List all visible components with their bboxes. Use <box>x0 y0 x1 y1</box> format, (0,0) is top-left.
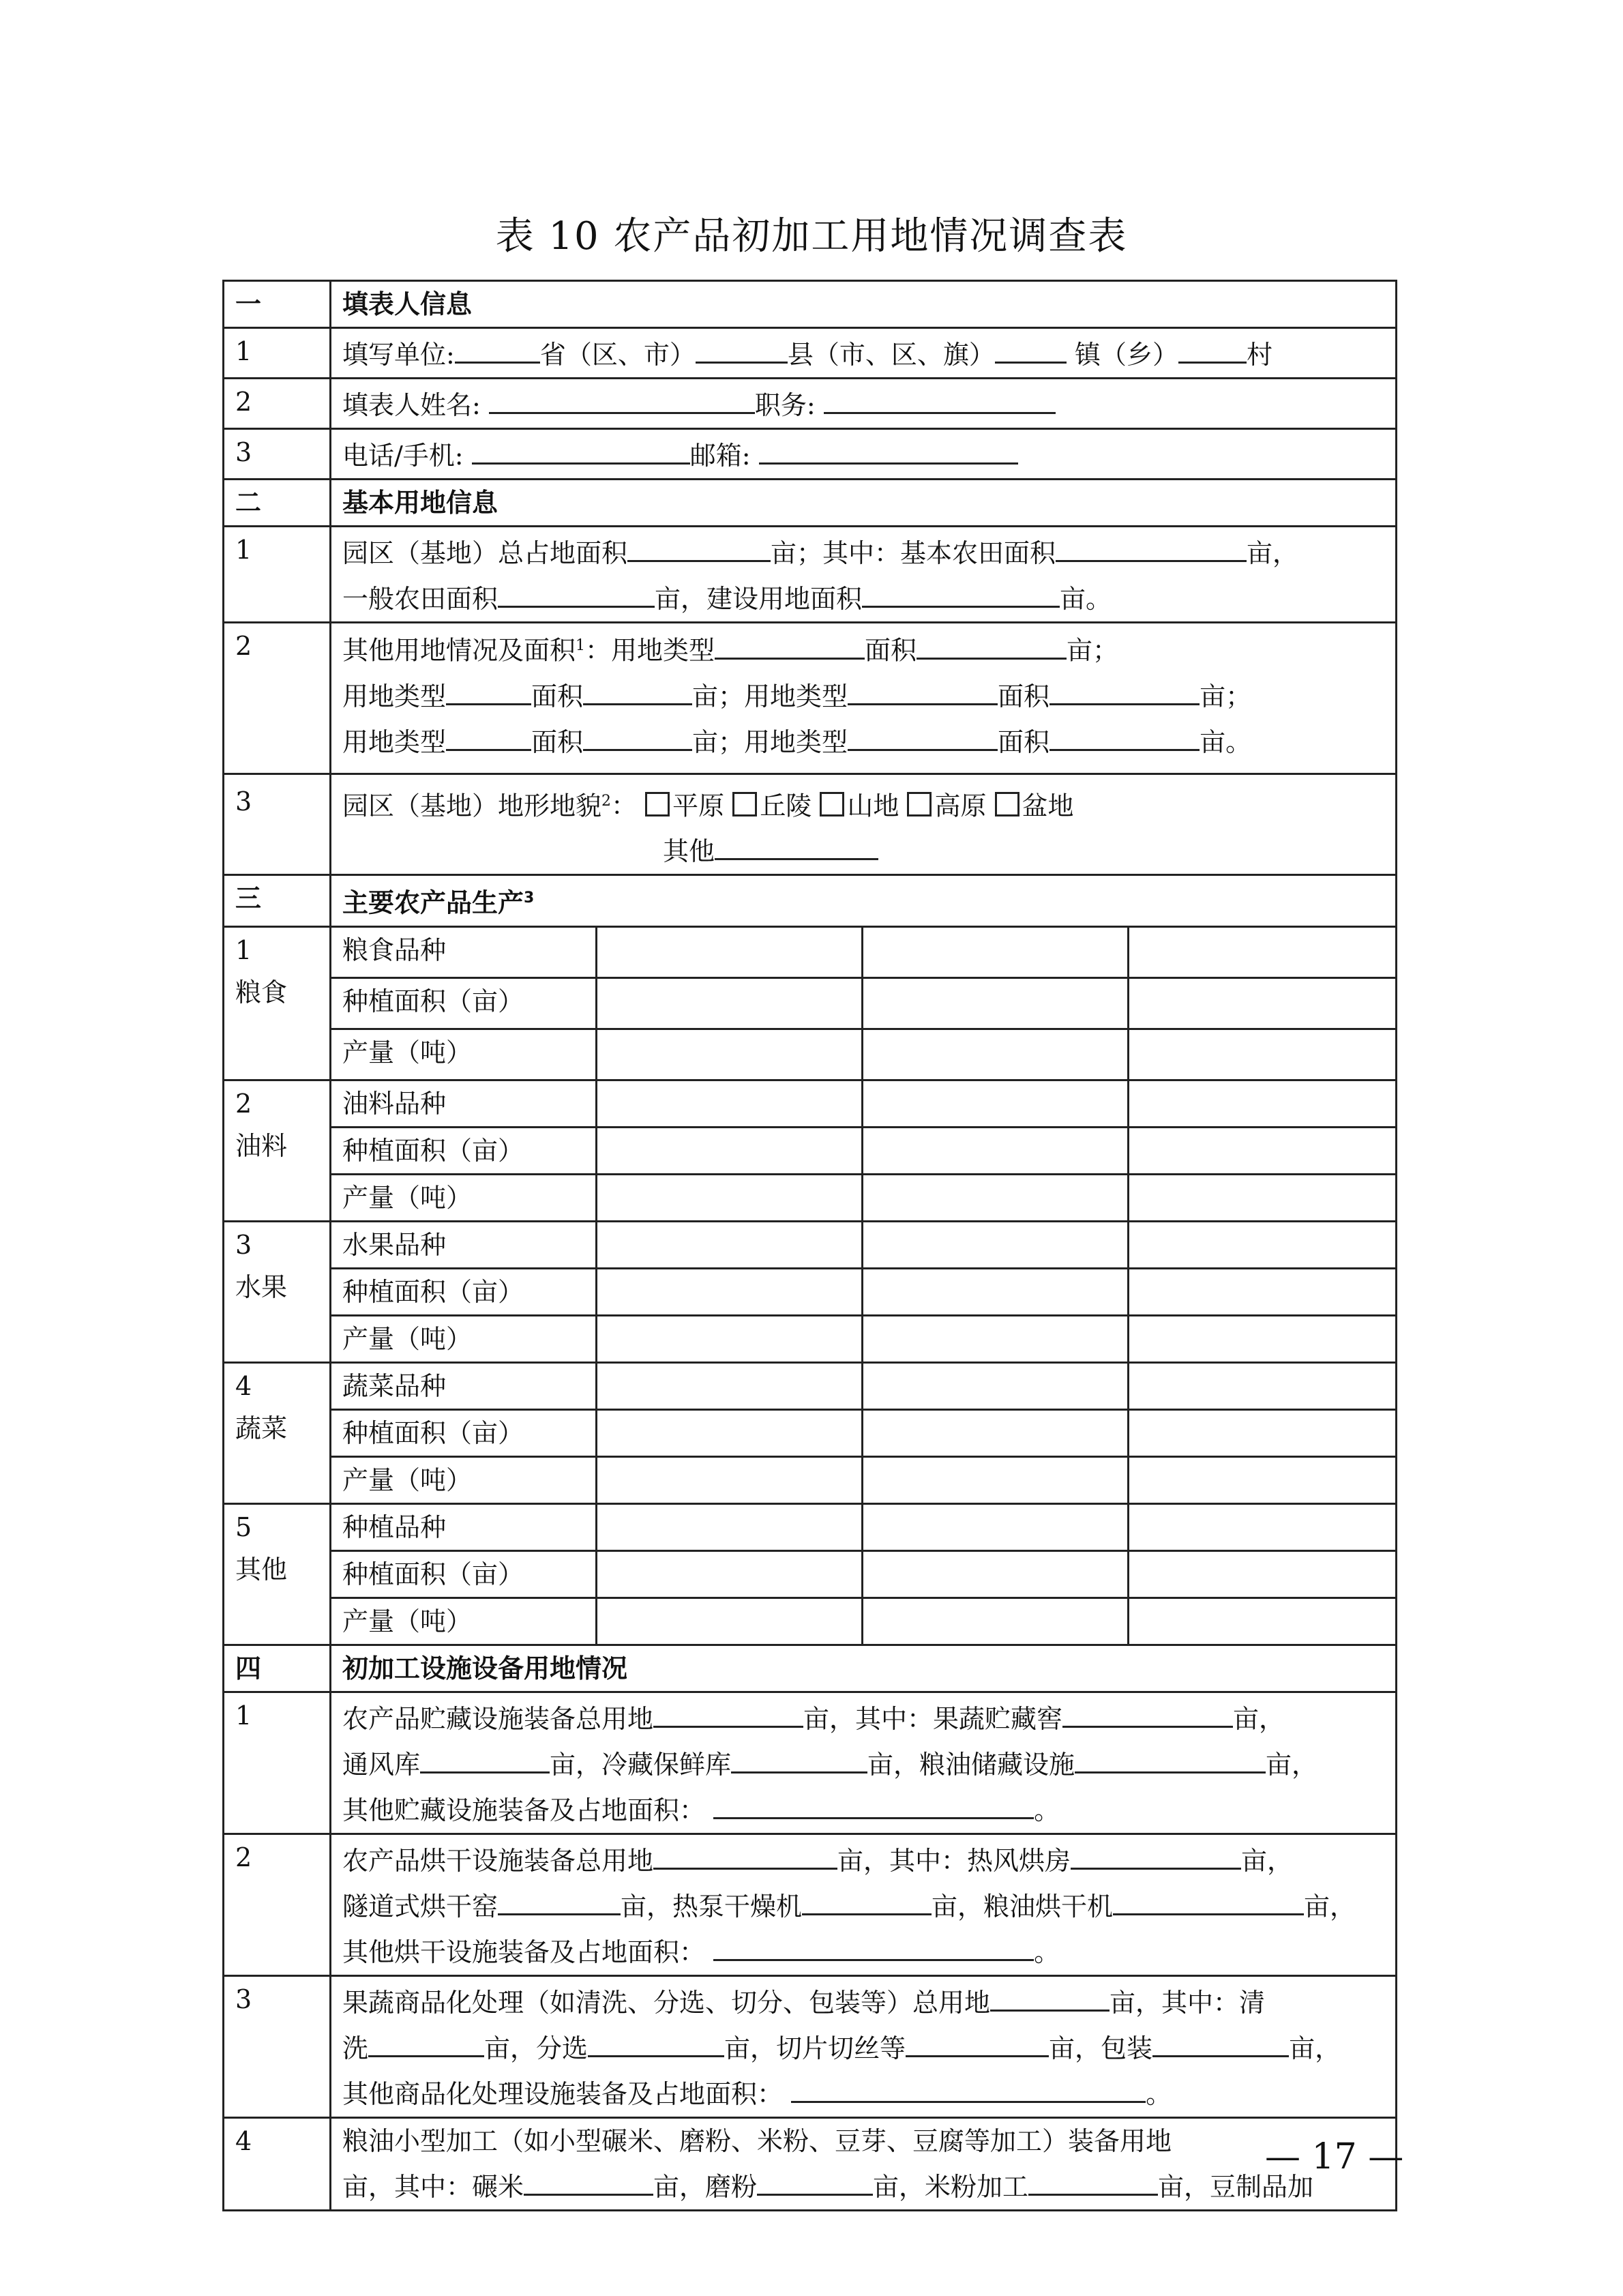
table-row <box>224 1598 1397 1645</box>
field-label: 面积 <box>531 681 584 711</box>
town-blank[interactable] <box>995 330 1067 364</box>
field-label: 其他烘干设施装备及占地面积： <box>342 1937 706 1967</box>
option-label: 盆地 <box>1022 791 1074 821</box>
row-label: 油料品种 <box>331 1080 597 1127</box>
field-label: 职务: <box>754 390 816 420</box>
field-label: 其他商品化处理设施装备及占地面积： <box>342 2078 784 2109</box>
county-blank[interactable] <box>696 330 788 364</box>
ventilated-store-blank[interactable] <box>420 1740 550 1773</box>
data-cell[interactable] <box>863 1598 1129 1645</box>
data-cell[interactable] <box>863 1362 1129 1409</box>
table-row <box>224 328 1397 379</box>
field-label: 农产品烘干设施装备总用地 <box>342 1845 654 1876</box>
cold-store-blank[interactable] <box>731 1740 867 1773</box>
data-cell[interactable] <box>1129 1029 1397 1080</box>
data-cell[interactable] <box>863 1503 1129 1550</box>
basic-farmland-blank[interactable] <box>1056 529 1247 562</box>
field-label: 一般农田面积 <box>342 584 498 614</box>
tunnel-kiln-blank[interactable] <box>498 1882 621 1915</box>
data-cell[interactable] <box>863 1409 1129 1456</box>
washing-blank[interactable] <box>368 2024 484 2057</box>
table-row <box>224 379 1397 429</box>
checkbox[interactable] <box>907 792 932 816</box>
field-label: 亩，豆制品加 <box>1158 2171 1314 2202</box>
rice-milling-blank[interactable] <box>524 2162 653 2196</box>
data-cell[interactable] <box>597 1080 863 1127</box>
checkbox[interactable] <box>645 792 670 816</box>
category-name: 蔬菜 <box>235 1413 288 1443</box>
field-label: 亩， <box>1233 1703 1285 1734</box>
data-cell[interactable] <box>863 977 1129 1029</box>
section-title: 填表人信息 <box>331 281 1397 328</box>
table-row <box>224 1550 1397 1598</box>
data-cell[interactable] <box>1129 1503 1397 1550</box>
data-cell[interactable] <box>863 1174 1129 1221</box>
table-row <box>224 1221 1397 1268</box>
data-cell[interactable] <box>1129 1268 1397 1315</box>
field-label: 亩，分选 <box>484 2033 589 2063</box>
field-label: 亩，其中：碾米 <box>342 2171 524 2202</box>
field-label: 其他用地情况及面积 <box>342 635 576 666</box>
email-blank[interactable] <box>759 431 1018 465</box>
row-label: 种植面积（亩） <box>331 1268 597 1315</box>
row-label: 蔬菜品种 <box>331 1362 597 1409</box>
data-cell[interactable] <box>1129 1362 1397 1409</box>
packing-blank[interactable] <box>1152 2024 1289 2057</box>
field-cell <box>331 429 1397 480</box>
data-cell[interactable] <box>1129 926 1397 977</box>
table-row <box>224 1080 1397 1127</box>
rice-noodle-blank[interactable] <box>1028 2162 1158 2196</box>
data-cell[interactable] <box>597 1409 863 1456</box>
data-cell[interactable] <box>863 1550 1129 1598</box>
table-row <box>224 429 1397 480</box>
table-row <box>224 1503 1397 1550</box>
section-title-cell <box>331 875 1397 927</box>
option-label: 高原 <box>934 791 987 821</box>
data-cell[interactable] <box>863 1268 1129 1315</box>
data-cell[interactable] <box>863 1456 1129 1503</box>
field-label: 亩，其中：果蔬贮藏窖 <box>803 1703 1063 1734</box>
field-label: 邮箱: <box>689 441 751 471</box>
field-label: 面积 <box>865 635 917 666</box>
field-cell <box>331 527 1397 623</box>
grain-dryer-blank[interactable] <box>1113 1882 1304 1915</box>
row-number: 5 <box>235 1512 252 1542</box>
section-number: 三 <box>224 875 331 927</box>
table-row <box>224 1362 1397 1409</box>
data-cell[interactable] <box>597 1550 863 1598</box>
data-cell[interactable] <box>1129 1127 1397 1174</box>
field-cell <box>331 1692 1397 1834</box>
row-label: 种植面积（亩） <box>331 1127 597 1174</box>
table-row <box>224 1409 1397 1456</box>
data-cell[interactable] <box>597 1221 863 1268</box>
field-label: 其他 <box>663 836 715 867</box>
table-row <box>224 774 1397 875</box>
commercial-total-blank[interactable] <box>990 1978 1110 2012</box>
phone-blank[interactable] <box>472 431 690 465</box>
section-number: 四 <box>224 1645 331 1692</box>
other-terrain-blank[interactable] <box>715 827 878 860</box>
field-label: 。 <box>1146 2078 1172 2109</box>
data-cell[interactable] <box>1129 1174 1397 1221</box>
field-label: 隧道式烘干窑 <box>342 1891 498 1922</box>
data-cell[interactable] <box>1129 1409 1397 1456</box>
land-type-blank[interactable] <box>848 672 998 705</box>
data-cell[interactable] <box>1129 1456 1397 1503</box>
data-cell[interactable] <box>597 1456 863 1503</box>
category-cell <box>224 1362 331 1503</box>
field-label: 亩， <box>1241 1845 1294 1876</box>
category-name: 其他 <box>235 1554 288 1585</box>
row-label: 种植面积（亩） <box>331 977 597 1029</box>
field-label: 电话/手机: <box>342 441 464 471</box>
field-label: 亩，磨粉 <box>653 2171 758 2202</box>
field-label: 农产品贮藏设施装备总用地 <box>342 1703 654 1734</box>
field-label: 用地类型 <box>342 681 447 711</box>
field-label: 洗 <box>342 2033 369 2063</box>
page-number: — 17 — <box>1265 2136 1404 2177</box>
section-header <box>224 281 1397 328</box>
field-label: 。 <box>1034 1795 1060 1825</box>
field-label: 亩，热泵干燥机 <box>621 1891 803 1922</box>
table-row <box>224 1268 1397 1315</box>
section-header <box>224 875 1397 927</box>
field-label: 镇（乡） <box>1074 340 1178 370</box>
row-label: 种植面积（亩） <box>331 1409 597 1456</box>
field-label: 村 <box>1246 340 1272 370</box>
other-storage-blank[interactable] <box>713 1786 1034 1819</box>
row-label: 粮食品种 <box>331 926 597 977</box>
option-label: 山地 <box>847 791 899 821</box>
field-cell <box>331 1834 1397 1975</box>
field-label: 省（区、市） <box>539 340 696 370</box>
field-label: 亩。 <box>1060 584 1112 614</box>
land-type-blank[interactable] <box>848 718 998 751</box>
table-row <box>224 1315 1397 1362</box>
category-cell <box>224 1503 331 1645</box>
other-drying-blank[interactable] <box>713 1928 1034 1961</box>
table-row <box>224 1834 1397 1975</box>
total-area-blank[interactable] <box>627 529 771 562</box>
section-header <box>224 480 1397 527</box>
row-number: 1 <box>224 527 331 623</box>
area-blank[interactable] <box>917 626 1067 660</box>
section-title: 主要农产品生产 <box>342 887 524 918</box>
footnote-mark: 2 <box>601 792 612 810</box>
field-label: 亩， <box>1266 1749 1318 1780</box>
row-number: 1 <box>224 1692 331 1834</box>
section-title: 初加工设施设备用地情况 <box>331 1645 1397 1692</box>
section-number: 二 <box>224 480 331 527</box>
table-row <box>224 623 1397 774</box>
category-cell <box>224 1080 331 1221</box>
checkbox[interactable] <box>732 792 757 816</box>
field-label: 面积 <box>531 726 584 757</box>
data-cell[interactable] <box>597 926 863 977</box>
section-title: 基本用地信息 <box>331 480 1397 527</box>
row-label: 产量（吨） <box>331 1598 597 1645</box>
field-label: 亩；其中：基本农田面积 <box>771 538 1056 568</box>
field-label: 亩， <box>1247 538 1299 568</box>
row-number: 3 <box>224 429 331 480</box>
other-commercial-blank[interactable] <box>791 2070 1146 2103</box>
category-cell <box>224 926 331 1080</box>
field-cell <box>331 379 1397 429</box>
data-cell[interactable] <box>1129 1080 1397 1127</box>
table-row <box>224 527 1397 623</box>
row-number: 2 <box>224 623 331 774</box>
data-cell[interactable] <box>1129 1550 1397 1598</box>
village-blank[interactable] <box>1178 330 1247 364</box>
checkbox[interactable] <box>995 792 1019 816</box>
table-row <box>224 977 1397 1029</box>
field-label: 面积 <box>998 726 1050 757</box>
field-label: 亩；用地类型 <box>692 681 848 711</box>
row-label: 产量（吨） <box>331 1456 597 1503</box>
option-label: 平原 <box>672 791 725 821</box>
row-label: 产量（吨） <box>331 1315 597 1362</box>
data-cell[interactable] <box>863 1080 1129 1127</box>
name-blank[interactable] <box>489 381 755 414</box>
field-label: 果蔬商品化处理（如清洗、分选、切分、包装等）总用地 <box>342 1987 991 2018</box>
field-label: 粮油小型加工（如小型碾米、磨粉、米粉、豆芽、豆腐等加工）装备用地 <box>342 2125 1172 2156</box>
table-row <box>224 1127 1397 1174</box>
field-cell <box>331 623 1397 774</box>
area-blank[interactable] <box>583 672 692 705</box>
field-label: 亩， <box>1304 1891 1356 1922</box>
data-cell[interactable] <box>863 1127 1129 1174</box>
data-cell[interactable] <box>597 1174 863 1221</box>
row-number: 2 <box>224 379 331 429</box>
section-number: 一 <box>224 281 331 328</box>
field-label: 亩，粮油储藏设施 <box>867 1749 1075 1780</box>
checkbox[interactable] <box>820 792 844 816</box>
row-number: 4 <box>235 1370 252 1401</box>
flour-milling-blank[interactable] <box>757 2162 873 2196</box>
general-farmland-blank[interactable] <box>498 574 655 608</box>
drying-total-blank[interactable] <box>653 1836 837 1870</box>
field-cell <box>331 1975 1397 2117</box>
data-cell[interactable] <box>597 1315 863 1362</box>
field-label: 亩，米粉加工 <box>873 2171 1029 2202</box>
field-cell <box>331 328 1397 379</box>
data-cell[interactable] <box>597 1268 863 1315</box>
field-label: 亩； <box>1067 635 1119 666</box>
data-cell[interactable] <box>863 1221 1129 1268</box>
row-number: 4 <box>224 2117 331 2210</box>
footnote-mark: 3 <box>524 889 535 907</box>
land-type-blank[interactable] <box>446 718 531 751</box>
field-label: 亩，建设用地面积 <box>655 584 863 614</box>
hot-air-room-blank[interactable] <box>1071 1836 1241 1870</box>
row-label: 种植面积（亩） <box>331 1550 597 1598</box>
construction-land-blank[interactable] <box>862 574 1060 608</box>
field-label: 亩，冷藏保鲜库 <box>550 1749 732 1780</box>
data-cell[interactable] <box>863 1029 1129 1080</box>
data-cell[interactable] <box>597 1362 863 1409</box>
field-label: 。 <box>1034 1937 1060 1967</box>
field-label: 县（市、区、旗） <box>787 340 995 370</box>
data-cell[interactable] <box>1129 1315 1397 1362</box>
table-row <box>224 1975 1397 2117</box>
position-blank[interactable] <box>824 381 1056 414</box>
field-label: 填表人姓名: <box>342 390 481 420</box>
field-label: 园区（基地）地形地貌 <box>342 791 602 821</box>
field-label: 面积 <box>998 681 1050 711</box>
field-label: 其他贮藏设施装备及占地面积： <box>342 1795 706 1825</box>
row-label: 种植品种 <box>331 1503 597 1550</box>
row-number: 3 <box>235 1229 252 1260</box>
table-row <box>224 1174 1397 1221</box>
field-label: 通风库 <box>342 1749 421 1780</box>
field-label: 亩，其中：热风烘房 <box>837 1845 1071 1876</box>
slicing-blank[interactable] <box>906 2024 1049 2057</box>
field-label: 亩，包装 <box>1049 2033 1153 2063</box>
row-label: 水果品种 <box>331 1221 597 1268</box>
row-number: 1 <box>235 934 252 965</box>
footnote-mark: 1 <box>576 637 586 654</box>
sorting-blank[interactable] <box>588 2024 724 2057</box>
row-label: 产量（吨） <box>331 1029 597 1080</box>
field-label: 亩，切片切丝等 <box>724 2033 906 2063</box>
field-label: 亩。 <box>1200 726 1252 757</box>
field-label: 亩； <box>1200 681 1252 711</box>
section-header <box>224 1645 1397 1692</box>
table-row <box>224 926 1397 977</box>
data-cell[interactable] <box>863 1315 1129 1362</box>
table-row <box>224 2117 1397 2210</box>
data-cell[interactable] <box>597 1029 863 1080</box>
land-type-blank[interactable] <box>715 626 865 660</box>
land-type-blank[interactable] <box>446 672 531 705</box>
province-blank[interactable] <box>455 330 540 364</box>
row-label: 产量（吨） <box>331 1174 597 1221</box>
field-label: 用地类型 <box>342 726 447 757</box>
row-number: 2 <box>235 1088 252 1119</box>
data-cell[interactable] <box>597 1127 863 1174</box>
data-cell[interactable] <box>597 1598 863 1645</box>
heat-pump-blank[interactable] <box>802 1882 932 1915</box>
table-row <box>224 1692 1397 1834</box>
field-label: 亩， <box>1289 2033 1341 2063</box>
row-number: 2 <box>224 1834 331 1975</box>
field-cell <box>331 2117 1397 2210</box>
data-cell[interactable] <box>1129 1598 1397 1645</box>
field-label: 填写单位: <box>342 340 455 370</box>
page-title: 表 10 农产品初加工用地情况调查表 <box>495 214 1128 259</box>
row-number: 1 <box>224 328 331 379</box>
category-name: 油料 <box>235 1130 288 1161</box>
area-blank[interactable] <box>583 718 692 751</box>
data-cell[interactable] <box>597 1503 863 1550</box>
category-name: 水果 <box>235 1271 288 1302</box>
field-label: ：用地类型 <box>585 635 715 666</box>
row-number: 3 <box>224 774 331 875</box>
cellar-blank[interactable] <box>1062 1694 1233 1728</box>
option-label: 丘陵 <box>760 791 812 821</box>
area-blank[interactable] <box>1049 718 1200 751</box>
data-cell[interactable] <box>863 926 1129 977</box>
data-cell[interactable] <box>1129 977 1397 1029</box>
field-label: 亩，其中：清 <box>1110 1987 1266 2018</box>
table-row <box>224 1456 1397 1503</box>
area-blank[interactable] <box>1049 672 1200 705</box>
category-cell <box>224 1221 331 1362</box>
field-label: 园区（基地）总占地面积 <box>342 538 628 568</box>
survey-table <box>222 280 1397 2211</box>
field-label: 亩，粮油烘干机 <box>932 1891 1114 1922</box>
data-cell[interactable] <box>597 977 863 1029</box>
field-label: 亩；用地类型 <box>692 726 848 757</box>
field-cell: 园区（基地）地形地貌$^2$： 平原 丘陵 山地 高原 盆地 其他 <box>331 774 1397 875</box>
category-name: 粮食 <box>235 977 288 1007</box>
row-number: 3 <box>224 1975 331 2117</box>
table-row <box>224 1029 1397 1080</box>
grain-storage-blank[interactable] <box>1075 1740 1266 1773</box>
data-cell[interactable] <box>1129 1221 1397 1268</box>
storage-total-blank[interactable] <box>653 1694 803 1728</box>
